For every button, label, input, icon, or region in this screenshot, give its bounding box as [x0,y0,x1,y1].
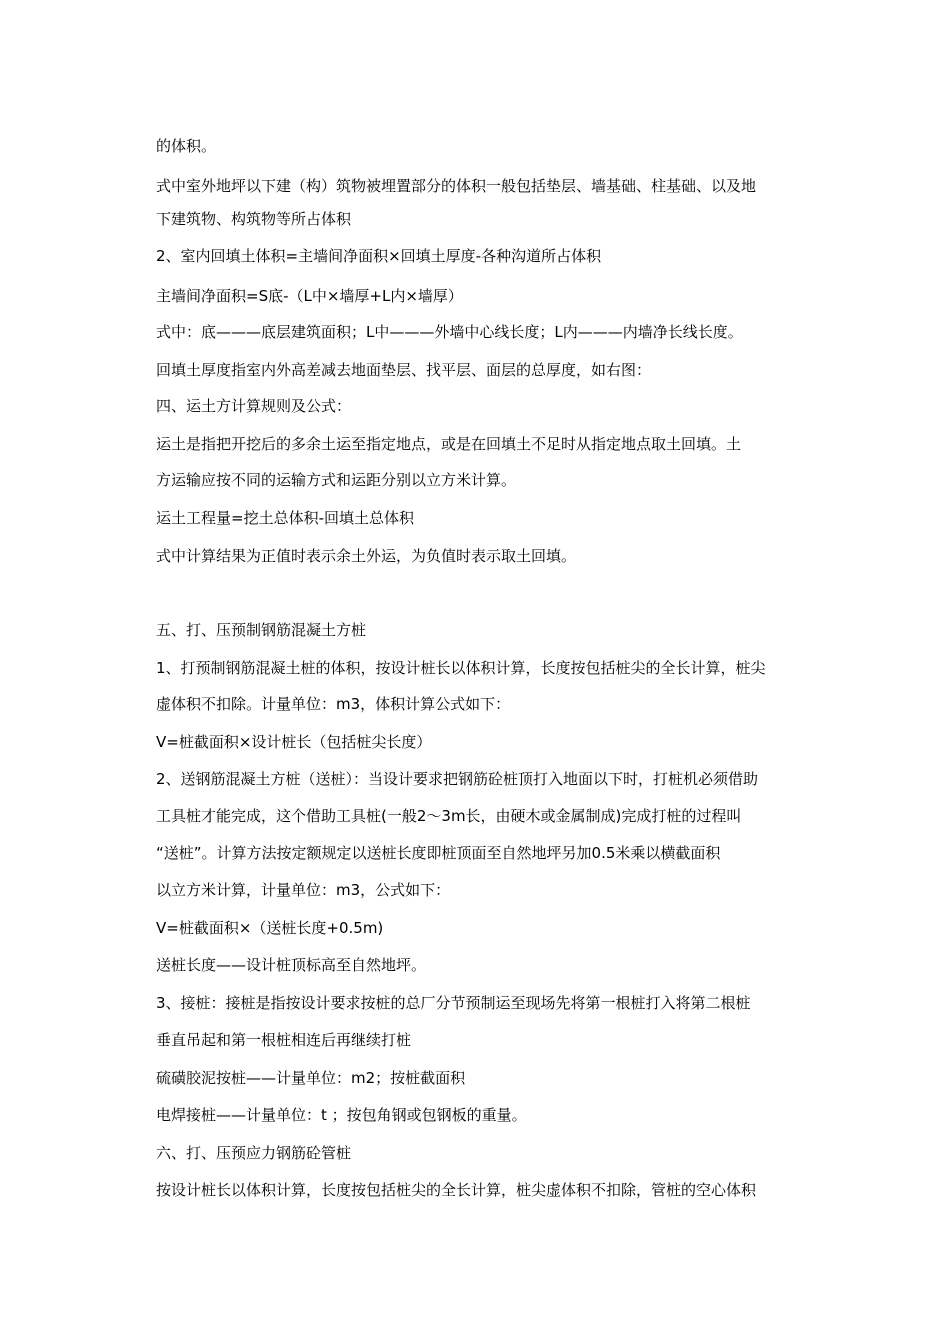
text-line-11: 运土工程量=挖土总体积-回填土总体积 [156,509,414,527]
text-line-23: 3、接桩：接桩是指按设计要求按桩的总厂分节预制运至现场先将第一根桩打入将第二根桩 [156,994,751,1012]
formula-line-1: V=桩截面积×设计桩长（包括桩尖长度） [156,733,432,751]
text-line-15: 虚体积不扣除。计量单位：m3，体积计算公式如下： [156,695,511,713]
text-line-10: 方运输应按不同的运输方式和运距分别以立方米计算。 [156,471,517,489]
formula-line-2: V=桩截面积×（送桩长度+0.5m) [156,919,384,937]
text-line-22: 送桩长度——设计桩顶标高至自然地坪。 [156,956,427,974]
text-line-3: 下建筑物、构筑物等所占体积 [156,210,352,228]
text-line-24: 垂直吊起和第一根桩相连后再继续打桩 [156,1031,412,1049]
text-line-17: 2、送钢筋混凝土方桩（送桩）：当设计要求把钢筋砼桩顶打入地面以下时，打桩机必须借助 [156,770,759,788]
text-line-26: 电焊接桩——计量单位：t ；按包角钢或包钢板的重量。 [156,1106,527,1124]
text-line-25: 硫磺胶泥按桩——计量单位：m2；按桩截面积 [156,1069,466,1087]
text-line-1: 的体积。 [156,137,217,155]
text-line-12: 式中计算结果为正值时表示余土外运，为负值时表示取土回填。 [156,547,577,565]
section-heading-5: 五、打、压预制钢筋混凝土方桩 [156,621,367,639]
text-line-4: 2、室内回填土体积=主墙间净面积×回填土厚度-各种沟道所占体积 [156,247,602,265]
text-line-19: “送桩”。计算方法按定额规定以送桩长度即桩顶面至自然地坪另加0.5米乘以横截面积 [156,844,721,862]
text-line-14: 1、打预制钢筋混凝土桩的体积，按设计桩长以体积计算，长度按包括桩尖的全长计算，桩尖 [156,659,766,677]
text-line-2: 式中室外地坪以下建（构）筑物被埋置部分的体积一般包括垫层、墙基础、柱基础、以及地 [156,177,757,195]
section-heading-4: 四、运土方计算规则及公式： [156,397,352,415]
text-line-9: 运土是指把开挖后的多余土运至指定地点，或是在回填土不足时从指定地点取土回填。土 [156,435,742,453]
section-heading-6: 六、打、压预应力钢筋砼管桩 [156,1144,352,1162]
text-line-20: 以立方米计算，计量单位：m3，公式如下： [156,881,451,899]
text-line-18: 工具桩才能完成，这个借助工具桩(一般2～3m长，由硬木或金属制成)完成打桩的过程叫 [156,807,742,825]
text-line-28: 按设计桩长以体积计算，长度按包括桩尖的全长计算，桩尖虚体积不扣除，管桩的空心体积 [156,1181,757,1199]
text-line-7: 回填土厚度指室内外高差减去地面垫层、找平层、面层的总厚度，如右图： [156,361,652,379]
text-line-5: 主墙间净面积=S底-（L中×墙厚+L内×墙厚） [156,287,463,305]
text-line-6: 式中：底———底层建筑面积；L中———外墙中心线长度；L内———内墙净长线长度。 [156,323,743,341]
